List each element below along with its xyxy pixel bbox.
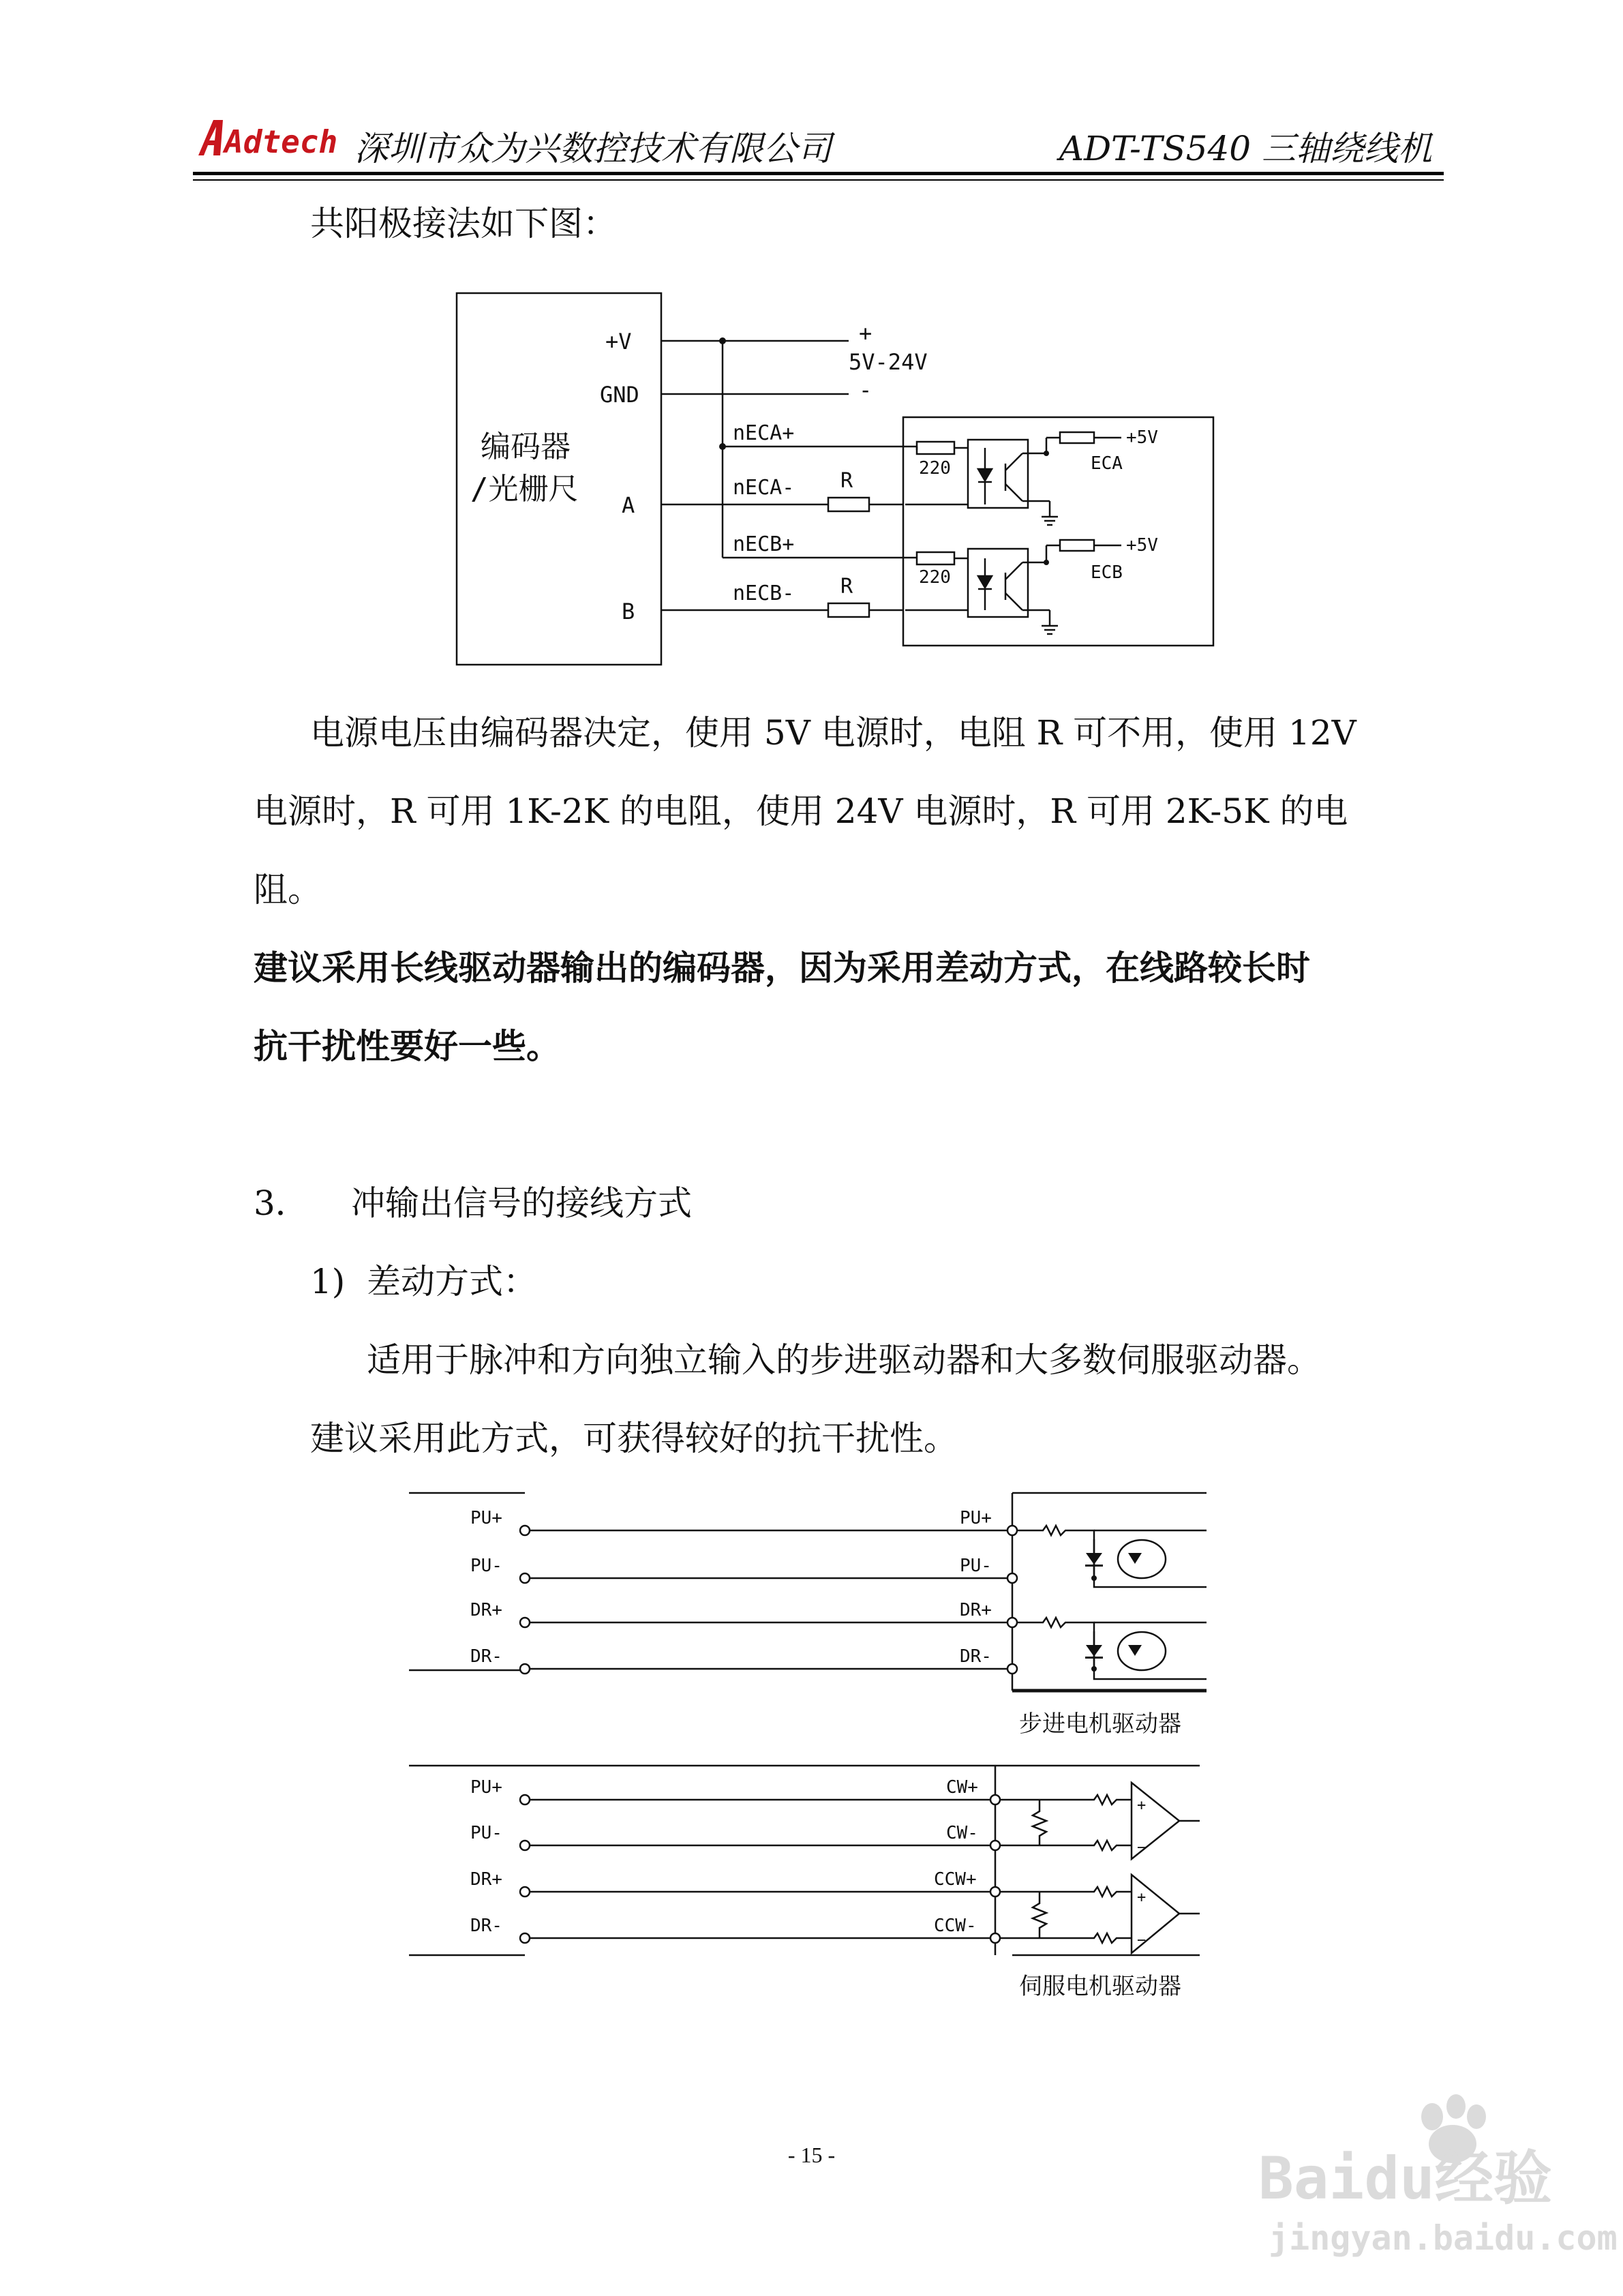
stepper-wiring-diagram (409, 1486, 1213, 1759)
resistor-220-b: 220 (919, 567, 951, 588)
pin-v-label: +V (605, 329, 632, 354)
servo-left-dr-minus: DR- (470, 1916, 502, 1936)
stepper-caption: 步进电机驱动器 (1019, 1710, 1181, 1738)
adtech-logo (193, 115, 338, 162)
servo-left-pu-minus: PU- (470, 1823, 502, 1843)
resistor-220-a: 220 (919, 458, 951, 479)
header-rule (193, 172, 1444, 175)
stepper-left-dr-plus: DR+ (470, 1600, 502, 1620)
para1-line3: 阻。 (254, 870, 322, 909)
pin-gnd-label: GND (600, 382, 639, 408)
stepper-right-pu-plus: PU+ (960, 1508, 992, 1528)
svg-text:−: − (1137, 1932, 1147, 1949)
servo-caption: 伺服电机驱动器 (1019, 1973, 1181, 2000)
baidu-jingyan-watermark (1255, 2079, 1618, 2263)
section3-title: 冲输出信号的接线方式 (351, 1183, 692, 1223)
pin-a-label: A (622, 492, 635, 518)
para1-line2: 电源时，R 可用 1K-2K 的电阻，使用 24V 电源时，R 可用 2K-5K 的电 (254, 791, 1348, 831)
wire-ecb-minus: nECB- (733, 581, 795, 605)
wire-ecb-plus: nECB+ (733, 532, 795, 556)
supply-minus: - (859, 377, 873, 403)
output-eca: ECA (1091, 453, 1123, 474)
svg-text:+: + (1137, 1797, 1147, 1814)
page-number: - 15 - (787, 2143, 836, 2167)
stepper-left-pu-minus: PU- (470, 1556, 502, 1576)
svg-text:−: − (1137, 1839, 1147, 1856)
resistor-r1-label: R (840, 469, 853, 493)
logo-wordmark: Adtech (224, 123, 338, 160)
watermark-line1: Baidu经验 (1258, 2145, 1552, 2213)
section-title-common-anode: 共阳极接法如下图： (310, 204, 617, 243)
subsection-number: 1) (310, 1262, 346, 1301)
servo-left-dr-plus: DR+ (470, 1869, 502, 1890)
servo-right-ccw-plus: CCW+ (934, 1869, 977, 1890)
subsection-title: 差动方式： (367, 1262, 537, 1301)
encoder-label-line1: 编码器 (481, 429, 571, 464)
encoder-label-line2: /光栅尺 (470, 472, 579, 507)
output-ecb: ECB (1091, 562, 1123, 583)
header-product: ADT-TS540 三轴绕线机 (1059, 129, 1432, 168)
stepper-right-dr-plus: DR+ (960, 1600, 992, 1620)
wire-eca-plus: nECA+ (733, 421, 795, 445)
stepper-right-pu-minus: PU- (960, 1556, 992, 1576)
svg-text:+: + (1137, 1889, 1147, 1906)
stepper-right-dr-minus: DR- (960, 1646, 992, 1667)
servo-right-cw-minus: CW- (946, 1823, 978, 1843)
para2-line2: 抗干扰性要好一些。 (254, 1026, 560, 1066)
wire-eca-minus: nECA- (733, 476, 795, 500)
pin-b-label: B (622, 599, 635, 624)
stepper-left-dr-minus: DR- (470, 1646, 502, 1667)
interface-box (903, 417, 1213, 646)
watermark-line2: jingyan.baidu.com (1269, 2218, 1618, 2258)
v5-label-b: +5V (1126, 535, 1158, 556)
header-rule-thin (193, 179, 1444, 181)
servo-right-ccw-minus: CCW- (934, 1916, 977, 1936)
supply-range: 5V-24V (849, 349, 928, 375)
v5-label-a: +5V (1126, 427, 1158, 448)
servo-right-cw-plus: CW+ (946, 1777, 978, 1798)
servo-wiring-diagram (409, 1762, 1213, 2014)
section3-number: 3． (254, 1183, 309, 1223)
section3-desc-line1: 适用于脉冲和方向独立输入的步进驱动器和大多数伺服驱动器。 (367, 1340, 1321, 1380)
encoder-wiring-diagram (450, 286, 1220, 668)
section3-desc-line2: 建议采用此方式，可获得较好的抗干扰性。 (310, 1419, 958, 1458)
para1-line1: 电源电压由编码器决定，使用 5V 电源时，电阻 R 可不用，使用 12V (310, 713, 1356, 753)
header-company: 深圳市众为兴数控技术有限公司 (354, 129, 832, 168)
servo-left-pu-plus: PU+ (470, 1777, 502, 1798)
resistor-r2-label: R (840, 575, 853, 599)
para2-line1: 建议采用长线驱动器输出的编码器，因为采用差动方式，在线路较长时 (254, 948, 1310, 988)
stepper-left-pu-plus: PU+ (470, 1508, 502, 1528)
supply-plus: + (859, 320, 873, 346)
